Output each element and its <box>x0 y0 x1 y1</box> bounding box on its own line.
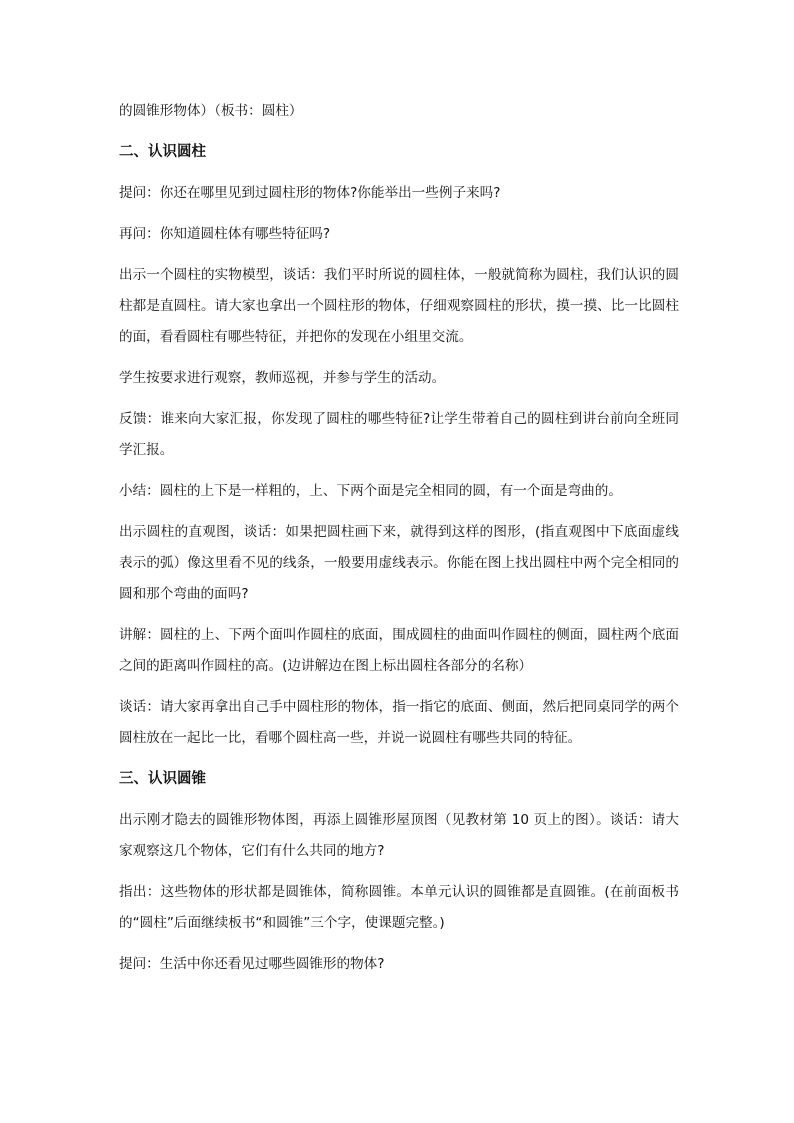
section-heading-cylinder: 二、认识圆柱 <box>119 144 206 160</box>
paragraph-question-cone: 提问：生活中你还看见过哪些圆锥形的物体? <box>119 956 385 972</box>
paragraph-question-features: 再问：你知道圆柱体有哪些特征吗? <box>119 226 331 242</box>
paragraph-summary: 小结：圆柱的上下是一样粗的，上、下两个面是完全相同的圆，有一个面是弯曲的。 <box>119 483 622 499</box>
paragraph-discussion: 谈话：请大家再拿出自己手中圆柱形的物体，指一指它的底面、侧面，然后把同桌同学的两个圆柱放在一起比一比，看哪个圆柱高一些，并说一说圆柱有哪些共同的特征。 <box>119 699 679 746</box>
paragraph-continuation: 的圆锥形物体）（板书：圆柱） <box>119 103 303 119</box>
paragraph-diagram: 出示圆柱的直观图，谈话：如果把圆柱画下来，就得到这样的图形，(指直观图中下底面虚线表示的弧）像这里看不见的线条，一般要用虚线表示。你能在图上找出圆柱中两个完全相同的圆和那个弯曲的面吗? <box>119 524 679 602</box>
paragraph-explanation: 讲解：圆柱的上、下两个面叫作圆柱的底面，围成圆柱的曲面叫作圆柱的侧面，圆柱两个底面之间的距离叫作圆柱的高。(边讲解边在图上标出圆柱各部分的名称） <box>119 627 679 674</box>
paragraph-point-out: 指出：这些物体的形状都是圆锥体，简称圆锥。本单元认识的圆锥都是直圆锥。(在前面板书的“圆柱”后面继续板书“和圆锥”三个字，使课题完整。) <box>119 884 679 931</box>
document-page <box>119 96 679 990</box>
section-heading-cone: 三、认识圆锥 <box>119 771 206 787</box>
paragraph-feedback: 反馈：谁来向大家汇报，你发现了圆柱的哪些特征?让学生带着自己的圆柱到讲台前向全班同学汇报。 <box>119 411 679 458</box>
paragraph-show-model: 出示一个圆柱的实物模型，谈话：我们平时所说的圆柱体，一般就简称为圆柱，我们认识的圆柱都是直圆柱。请大家也拿出一个圆柱形的物体，仔细观察圆柱的形状，摸一摸、比一比圆柱的面，看看圆柱有哪些特征，并把你的发现在小组里交流。 <box>119 267 679 345</box>
paragraph-student-observe: 学生按要求进行观察，教师巡视，并参与学生的活动。 <box>119 370 446 386</box>
paragraph-question-examples: 提问：你还在哪里见到过圆柱形的物体?你能举出一些例子来吗? <box>119 185 501 201</box>
paragraph-show-cone: 出示刚才隐去的圆锥形物体图，再添上圆锥形屋顶图（见教材第 10 页上的图）。谈话：请大家观察这几个物体，它们有什么共同的地方? <box>119 812 679 859</box>
